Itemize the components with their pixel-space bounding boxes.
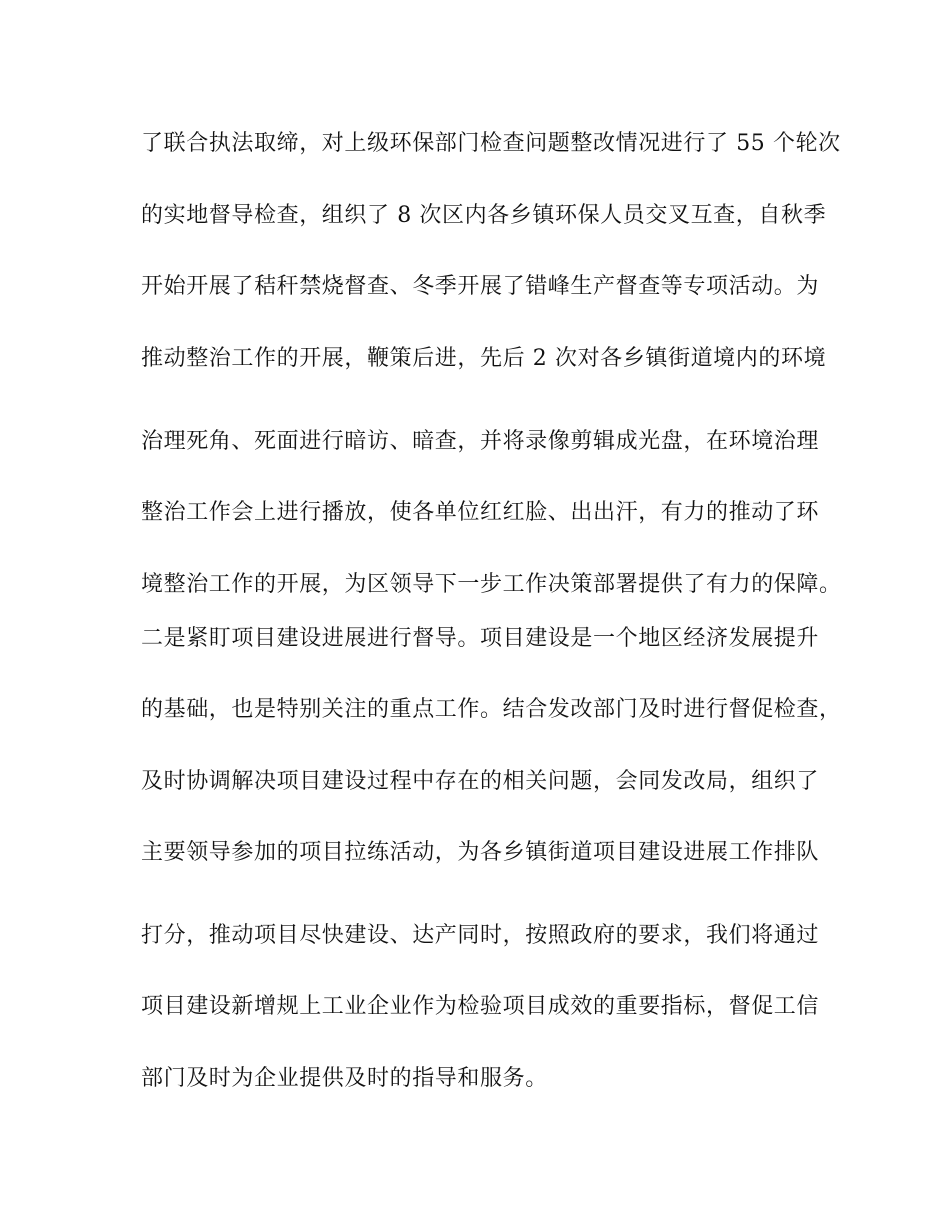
text-line: 的基础，也是特别关注的重点工作。结合发改部门及时进行督促检查，: [141, 697, 842, 722]
text-line: 了联合执法取缔，对上级环保部门检查问题整改情况进行了 55 个轮次: [141, 131, 841, 156]
text-line: 主要领导参加的项目拉练活动，为各乡镇街道项目建设进展工作排队: [141, 840, 820, 865]
text-line: 开始开展了秸秆禁烧督查、冬季开展了错峰生产督查等专项活动。为: [141, 274, 820, 299]
text-line: 打分，推动项目尽快建设、达产同时，按照政府的要求，我们将通过: [141, 923, 820, 948]
text-line: 及时协调解决项目建设过程中存在的相关问题，会同发改局，组织了: [141, 769, 820, 794]
text-line: 推动整治工作的开展，鞭策后进，先后 2 次对各乡镇街道境内的环境: [141, 346, 827, 371]
text-line: 项目建设新增规上工业企业作为检验项目成效的重要指标，督促工信: [141, 994, 820, 1019]
text-line: 的实地督导检查，组织了 8 次区内各乡镇环保人员交叉互查，自秋季: [141, 203, 827, 228]
text-line: 治理死角、死面进行暗访、暗查，并将录像剪辑成光盘，在环境治理: [141, 429, 820, 454]
text-line: 境整治工作的开展，为区领导下一步工作决策部署提供了有力的保障。: [141, 572, 842, 597]
text-line: 部门及时为企业提供及时的指导和服务。: [141, 1066, 548, 1091]
text-line: 整治工作会上进行播放，使各单位红红脸、出出汗，有力的推动了环: [141, 500, 820, 525]
text-line: 二是紧盯项目建设进展进行督导。项目建设是一个地区经济发展提升: [141, 626, 820, 651]
